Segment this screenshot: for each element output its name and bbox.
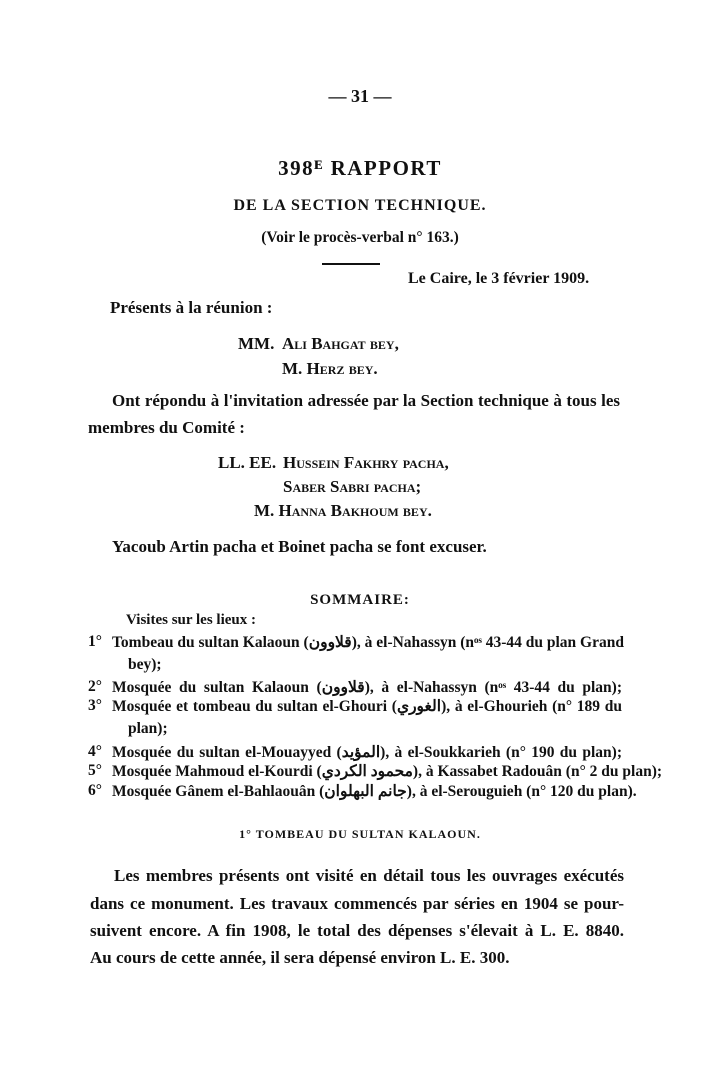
page-number: — 31 — xyxy=(328,86,392,106)
place-date: Le Caire, le 3 février 1909. xyxy=(408,270,590,287)
section-1-line: Les membres présents ont visité en détail tous les ouvrages exécutés xyxy=(114,866,624,885)
sommaire-item-number: 2° xyxy=(88,678,102,695)
sommaire-item-number: 1° xyxy=(88,633,102,650)
presents-member-1: Ali Bahgat bey, xyxy=(282,334,399,353)
section-1-heading: 1° TOMBEAU DU SULTAN KALAOUN. xyxy=(239,827,481,841)
section-1-line: Au cours de cette année, il sera dépensé environ L. E. 300. xyxy=(90,948,510,967)
invitation-line-1: Ont répondu à l'invitation adressée par la Section technique à tous les xyxy=(112,391,620,410)
sommaire-heading: SOMMAIRE: xyxy=(310,592,410,608)
sommaire-item-text: Mosquée Gânem el-Bahlaouân (جانم البهلوان), à el-Serouguieh (n° 120 du plan). xyxy=(112,783,637,800)
presents-label: Présents à la réunion : xyxy=(110,298,273,317)
invitation-name-3: M. Hanna Bakhoum bey. xyxy=(254,501,432,520)
proces-verbal-reference: (Voir le procès-verbal n° 163.) xyxy=(261,229,459,246)
presents-prefix: MM. xyxy=(238,334,275,353)
sommaire-item-continuation: bey); xyxy=(128,656,162,673)
presents-member-2: M. Herz bey. xyxy=(282,359,378,378)
invitation-prefix: LL. EE. xyxy=(218,453,277,472)
sommaire-item-text: Mosquée du sultan Kalaoun (قلاوون), à el-Nahassyn (nᵒˢ 43-44 du plan); xyxy=(112,679,622,696)
invitation-name-2: Saber Sabri pacha; xyxy=(283,477,422,496)
sommaire-item-text: Mosquée du sultan el-Mouayyed (المؤيد), à el-Soukkarieh (n° 190 du plan); xyxy=(112,744,622,761)
invitation-line-2: membres du Comité : xyxy=(88,418,245,437)
section-1-line: suivent encore. A fin 1908, le total des dépenses s'élevait à L. E. 8840. xyxy=(90,921,624,940)
report-subtitle: DE LA SECTION TECHNIQUE. xyxy=(233,197,487,214)
invitation-name-1: Hussein Fakhry pacha, xyxy=(283,453,449,472)
sommaire-item-text: Mosquée Mahmoud el-Kourdi (محمود الكردي), à Kassabet Radouân (n° 2 du plan); xyxy=(112,763,663,780)
sommaire-item-text: Mosquée et tombeau du sultan el-Ghouri (الغوري), à el-Ghourieh (n° 189 du xyxy=(112,698,623,715)
sommaire-item-continuation: plan); xyxy=(128,720,168,737)
sommaire-item-number: 4° xyxy=(88,743,102,760)
title-rule xyxy=(322,263,380,265)
excused-line: Yacoub Artin pacha et Boinet pacha se font excuser. xyxy=(112,537,487,556)
section-1-line: dans ce monument. Les travaux commencés par séries en 1904 se pour- xyxy=(90,894,624,913)
sommaire-item-number: 5° xyxy=(88,762,102,779)
sommaire-intro: Visites sur les lieux : xyxy=(126,612,256,628)
sommaire-item-number: 6° xyxy=(88,782,102,799)
sommaire-item-text: Tombeau du sultan Kalaoun (قلاوون), à el-Nahassyn (nᵒˢ 43-44 du plan Grand xyxy=(112,634,624,651)
report-title: 398ᴱ RAPPORT xyxy=(278,156,442,180)
sommaire-item-number: 3° xyxy=(88,697,102,714)
